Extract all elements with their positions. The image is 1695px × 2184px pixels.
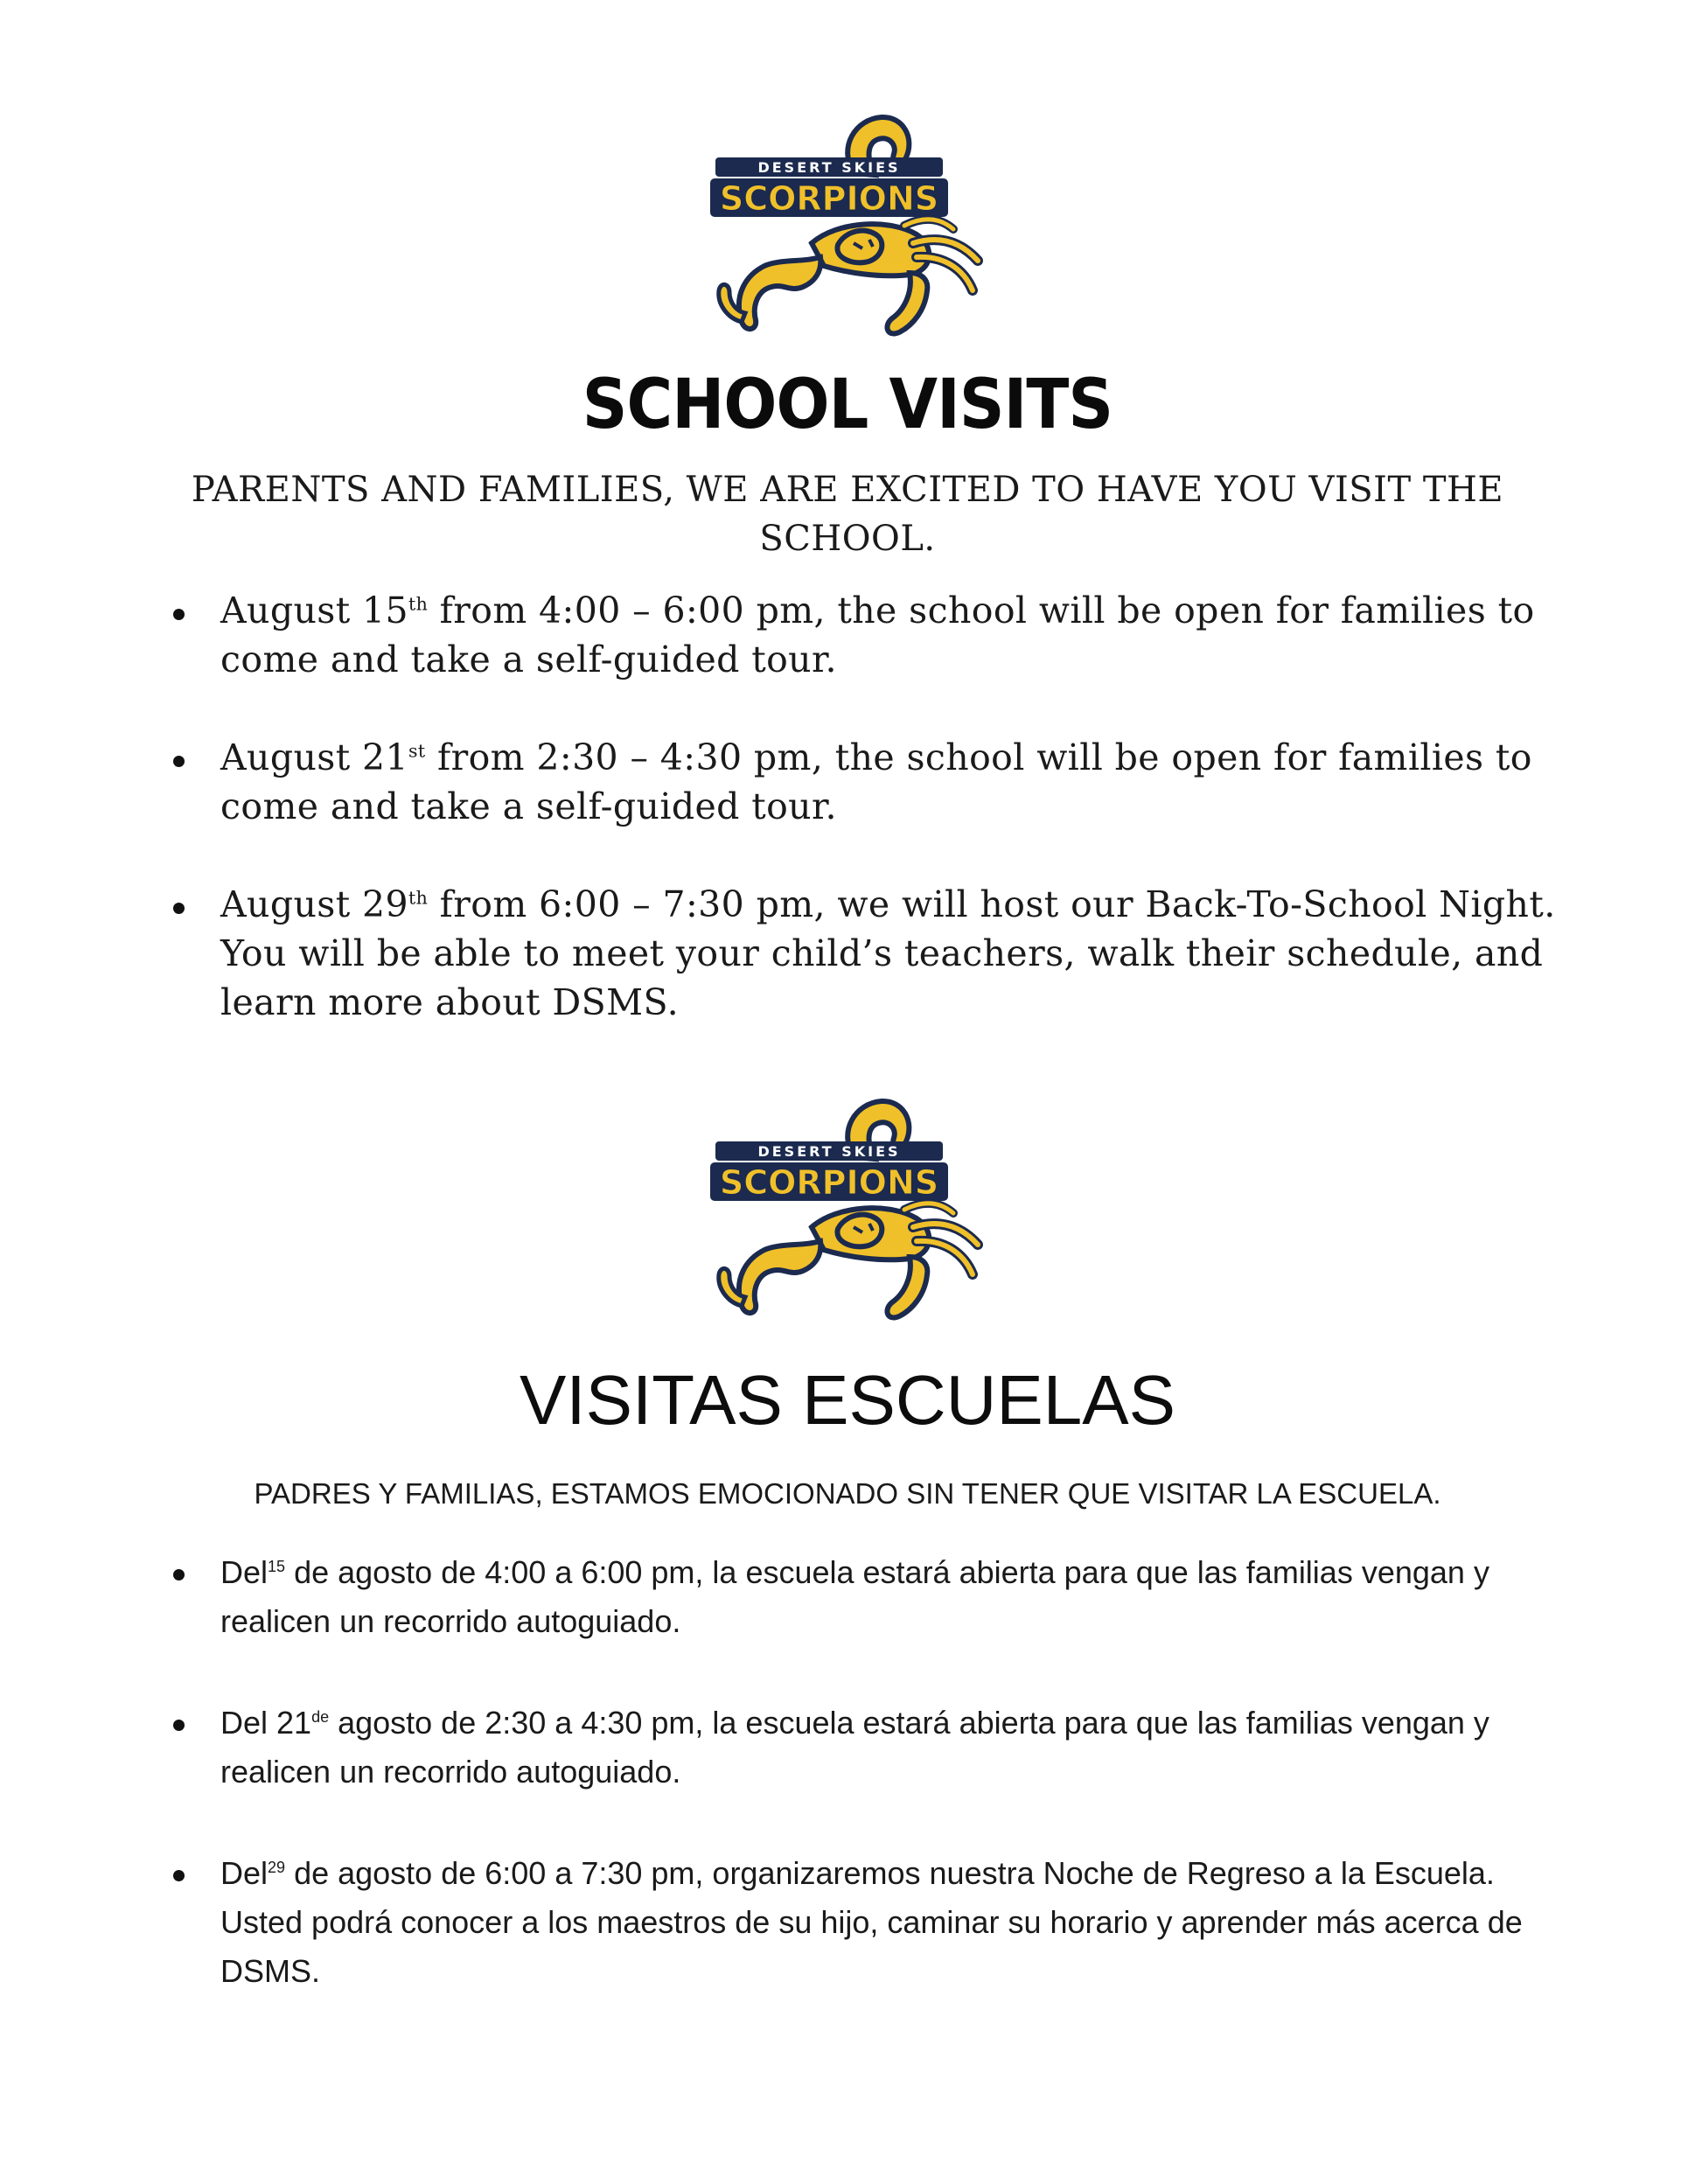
- logo-subtitle: DESERT SKIES: [757, 159, 901, 176]
- page-title-english: SCHOOL VISITS: [582, 366, 1113, 444]
- bullet-icon: [173, 1720, 185, 1731]
- logo-subtitle: DESERT SKIES: [757, 1143, 901, 1160]
- scorpion-icon: [707, 112, 988, 343]
- bullet-icon: [173, 1870, 185, 1881]
- bullet-icon: [173, 1569, 185, 1580]
- scorpions-logo: [707, 112, 988, 343]
- list-item: Del$^{29}$ de agosto de 6:00 a 7:30 pm, organizaremos nuestra Noche de Regreso a la Escuela. Usted podrá conocer a los maestros de su hijo, caminar su horario y aprender más acerca de DSMS.: [166, 1849, 1583, 1996]
- list-item: Del$^{15}$ de agosto de 4:00 a 6:00 pm, la escuela estará abierta para que las familias vengan y realicen un recorrido autoguiado.: [166, 1548, 1583, 1646]
- logo-wordmark: SCORPIONS: [719, 1163, 939, 1202]
- logo-wordmark: SCORPIONS: [719, 179, 939, 218]
- visit-list-spanish: [166, 1548, 1583, 2048]
- list-item: Del 21de agosto de 2:30 a 4:30 pm, la escuela estará abierta para que las familias vengan y realicen un recorrido autoguiado.: [166, 1699, 1583, 1797]
- intro-spanish: PADRES Y FAMILIAS, ESTAMOS EMOCIONADO SIN TENER QUE VISITAR LA ESCUELA.: [254, 1477, 1441, 1510]
- intro-english: PARENTS AND FAMILIES, WE ARE EXCITED TO HAVE YOU VISIT THE SCHOOL.: [191, 470, 1504, 559]
- bullet-icon: [173, 756, 185, 767]
- bullet-icon: [173, 903, 185, 914]
- scorpions-logo-spanish: [707, 1096, 988, 1327]
- list-item: August 15th from 4:00 – 6:00 pm, the school will be open for families to come and take a self-guided tour.: [166, 586, 1583, 684]
- list-item: August 21st from 2:30 – 4:30 pm, the school will be open for families to come and take a self-guided tour.: [166, 733, 1583, 831]
- list-item: August 29th from 6:00 – 7:30 pm, we will host our Back-To-School Night. You will be able to meet your child’s teachers, walk their schedule, and learn more about DSMS.: [166, 880, 1583, 1027]
- page-title-spanish: VISITAS ESCUELAS: [520, 1361, 1175, 1439]
- scorpion-icon: [707, 1096, 988, 1327]
- visit-list-english: [166, 586, 1583, 1076]
- bullet-icon: [173, 609, 185, 620]
